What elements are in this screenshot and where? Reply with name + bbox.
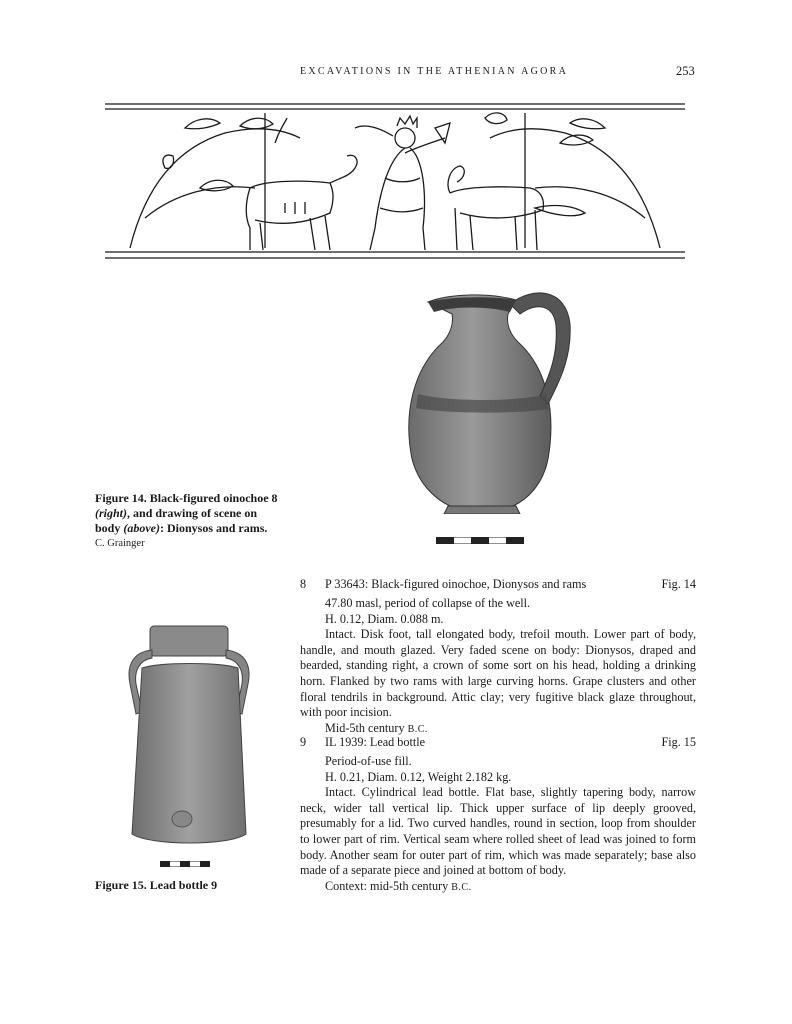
entry8-title: P 33643: Black-figured oinochoe, Dionysos and rams: [325, 577, 587, 591]
entry9-title: IL 1939: Lead bottle: [325, 735, 426, 749]
lead-bottle-photo: [120, 624, 260, 854]
entry9-fig-ref: Fig. 15: [661, 735, 696, 749]
entry8-date-text: Mid-5th century: [325, 720, 405, 735]
entry8-date-era: B.C.: [407, 723, 428, 735]
figure15-caption-text: Figure 15. Lead bottle 9: [95, 878, 218, 892]
entry8-number: 8: [300, 577, 307, 591]
entry9-find: Period-of-use fill.: [325, 754, 412, 768]
figure14-caption: [95, 491, 295, 551]
figure14-caption-above: (above): [123, 521, 161, 535]
entry9-heading: [300, 735, 696, 751]
scale-bar-fig14: [436, 537, 524, 544]
figure14-caption-body: body: [95, 521, 124, 535]
frieze-drawing-dionysos-rams: [105, 98, 685, 264]
figure14-caption-line1: Figure 14. Black-figured oinochoe 8: [95, 491, 278, 505]
page-number: 253: [676, 64, 695, 78]
figure15-caption: [95, 878, 295, 893]
figure14-caption-line2: , and drawing of scene on: [127, 506, 258, 520]
entry8-find: 47.80 masl, period of collapse of the well.: [325, 596, 531, 610]
entry9-context: [300, 879, 696, 896]
figure14-caption-line3: : Dionysos and rams.: [160, 521, 268, 535]
scale-bar-fig15: [160, 861, 210, 867]
entry8-fig-ref: Fig. 14: [661, 577, 696, 591]
entry9-description: Intact. Cylindrical lead bottle. Flat base, slightly tapering body, narrow neck, wider tall vertical lip. Thick upper surface of lip deeply grooved, presumably for a lid. Two curved handles, round in section, loop from shoulder to lower part of rim. Vertical seam where rolled sheet of lead was joined to form body. Another seam for outer part of rim, which was made separately; base also made of a separate piece and joined at bottom of body.: [300, 785, 696, 878]
entry8-description: Intact. Disk foot, tall elongated body, trefoil mouth. Lower part of body, handle, and mouth glazed. Very faded scene on body: Dionysos, draped and bearded, standing right, a crown of some sort on his head, holding a drinking horn. Flanked by two rams with large curving horns. Grape clusters and other floral tendrils in background. Attic clay; very fugitive black glaze throughout, with poor incision.: [300, 627, 696, 720]
running-head: EXCAVATIONS IN THE ATHENIAN AGORA: [300, 66, 569, 77]
entry9-context-era: B.C.: [451, 881, 472, 893]
entry9-context-text: Context: mid-5th century: [325, 878, 449, 893]
entry9-number: 9: [300, 735, 307, 749]
entry9-dims: H. 0.21, Diam. 0.12, Weight 2.182 kg.: [325, 769, 512, 784]
oinochoe-photo: [398, 284, 578, 514]
figure14-credit: C. Grainger: [95, 538, 145, 549]
entry8-dims: H. 0.12, Diam. 0.088 m.: [325, 611, 444, 626]
entry8-heading: [300, 577, 696, 593]
figure14-caption-right: (right): [95, 506, 128, 520]
entry8-body: [300, 596, 696, 737]
entry9-body: [300, 754, 696, 895]
